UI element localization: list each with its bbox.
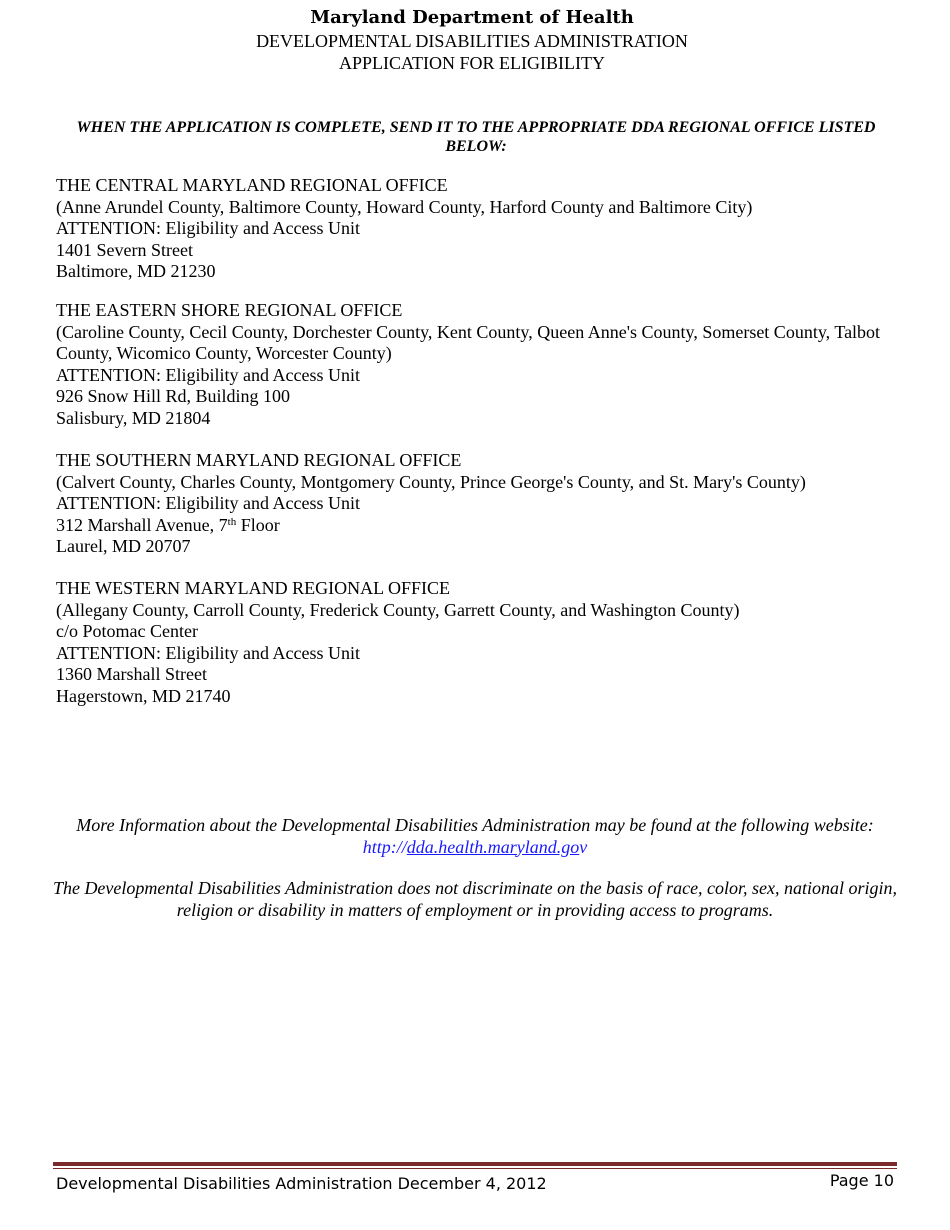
office-counties: (Allegany County, Carroll County, Frederick County, Garrett County, and Washington County) <box>56 599 740 620</box>
link-domain: dda.health.maryland.go <box>406 836 580 857</box>
floor-ordinal-superscript: th <box>227 515 237 528</box>
office-attention: ATTENTION: Eligibility and Access Unit <box>56 642 360 663</box>
more-info-text: More Information about the Developmental Disabilities Administration may be found at the following website: <box>76 815 874 835</box>
document-header <box>0 6 944 74</box>
central-office-block <box>56 175 901 283</box>
footer-divider <box>53 1162 897 1166</box>
footer-divider-thin <box>53 1168 897 1169</box>
nondiscrimination-statement: The Developmental Disabilities Administration does not discriminate on the basis of race, color, sex, national origin, religion or disability in matters of employment or in providing access to programs. <box>52 878 898 920</box>
office-attention: ATTENTION: Eligibility and Access Unit <box>56 493 360 513</box>
street-prefix: 312 Marshall Avenue, 7 <box>56 514 228 535</box>
office-street: 1401 Severn Street <box>56 239 193 260</box>
southern-office-block <box>56 450 901 558</box>
office-street <box>56 515 901 537</box>
footer-left-text: Developmental Disabilities Administration December 4, 2012 <box>56 1174 547 1193</box>
submission-instruction: WHEN THE APPLICATION IS COMPLETE, SEND IT TO THE APPROPRIATE DDA REGIONAL OFFICE LISTED BELOW: <box>76 119 876 155</box>
dda-website-link[interactable] <box>363 837 588 857</box>
office-attention: ATTENTION: Eligibility and Access Unit <box>56 364 360 385</box>
office-name: THE EASTERN SHORE REGIONAL OFFICE <box>56 300 403 320</box>
office-counties: (Anne Arundel County, Baltimore County, Howard County, Harford County and Baltimore City) <box>56 196 753 217</box>
form-title: APPLICATION FOR ELIGIBILITY <box>339 53 605 73</box>
office-street: 926 Snow Hill Rd, Building 100 <box>56 386 291 406</box>
office-city: Hagerstown, MD 21740 <box>56 685 231 706</box>
office-name: THE WESTERN MARYLAND REGIONAL OFFICE <box>56 578 450 598</box>
western-office-block <box>56 578 901 707</box>
link-prefix: http:// <box>362 836 407 857</box>
eastern-office-block <box>56 300 901 429</box>
office-street: 1360 Marshall Street <box>56 664 207 684</box>
office-city: Salisbury, MD 21804 <box>56 407 211 428</box>
office-city: Laurel, MD 20707 <box>56 536 191 556</box>
more-info-section <box>40 815 910 858</box>
office-counties: (Calvert County, Charles County, Montgomery County, Prince George's County, and St. Mary's County) <box>56 471 806 492</box>
office-counties: (Caroline County, Cecil County, Dorchester County, Kent County, Queen Anne's County, Somerset County, Talbot County, Wicomico County, Worcester County) <box>56 321 881 363</box>
street-suffix: Floor <box>236 514 280 535</box>
office-city: Baltimore, MD 21230 <box>56 261 216 281</box>
department-title: Maryland Department of Health <box>310 7 634 28</box>
office-name: THE SOUTHERN MARYLAND REGIONAL OFFICE <box>56 450 462 470</box>
link-suffix: v <box>579 836 588 857</box>
page-number: Page 10 <box>829 1171 894 1190</box>
office-care-of: c/o Potomac Center <box>56 621 198 641</box>
office-attention: ATTENTION: Eligibility and Access Unit <box>56 218 360 238</box>
administration-title: DEVELOPMENTAL DISABILITIES ADMINISTRATION <box>256 31 688 51</box>
office-name: THE CENTRAL MARYLAND REGIONAL OFFICE <box>56 175 448 195</box>
